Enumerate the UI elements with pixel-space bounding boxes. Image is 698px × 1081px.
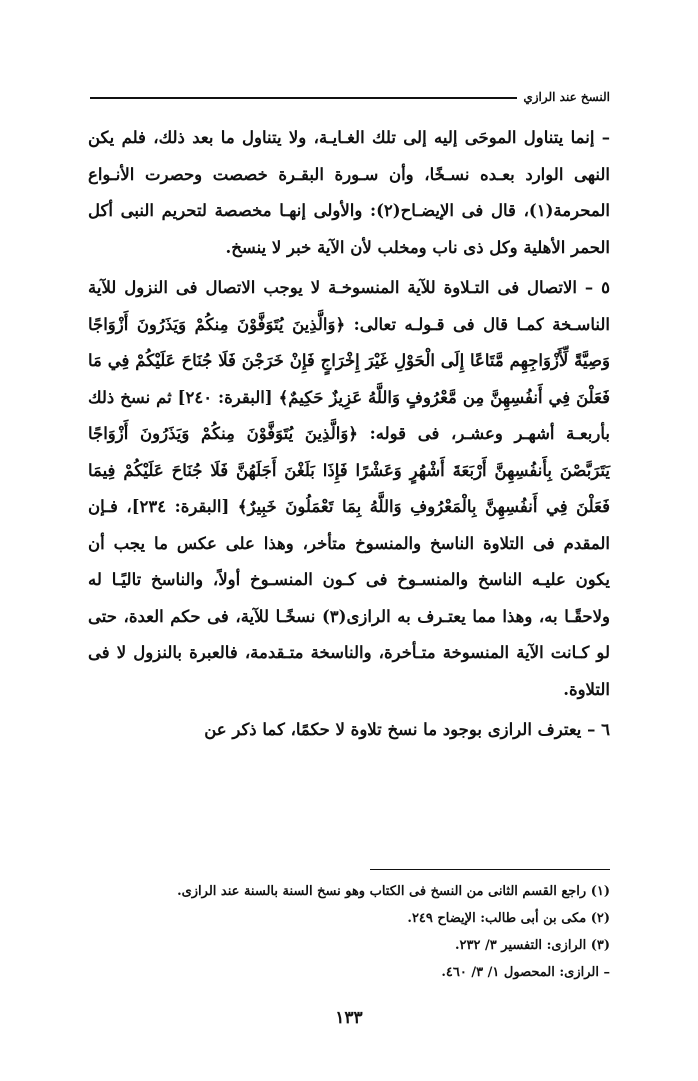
footnote: (١) راجع القسم الثانى من النسخ فى الكتاب وهو نسخ السنة بالسنة عند الرازى.: [177, 884, 610, 899]
page-number: ١٣٣: [335, 1008, 363, 1028]
footnote: – الرازى: المحصول ١/ ٣/ ٤٦٠.: [441, 965, 610, 980]
running-title: النسخ عند الرازي: [523, 90, 610, 104]
header-rule: [90, 97, 517, 99]
footnote: (٣) الرازى: التفسير ٣/ ٢٣٢.: [455, 938, 610, 953]
paragraph: – إنما يتناول الموحَى إليه إلى تلك الغـايـة، ولا يتناول ما بعد ذلك، فلم يكن النهى الوارد بعـده نسـخًا، وأن سـورة البقـرة خصصت وحصرت الأنـواع المحرمة(١)، قال فى الإيضـاح(٢): والأولى إنهـا مخصصة لتحريم النبى أكل الحمر الأهلية وكل ذى ناب ومخلب لأن الآية خبر لا ينسخ.: [88, 128, 611, 257]
footnote: (٢) مكى بن أبى طالب: الإيضاح ٢٤٩.: [407, 911, 610, 926]
footnote-separator: [370, 869, 610, 870]
body-text: [88, 120, 610, 753]
paragraph: ٦ – يعترف الرازى بوجود ما نسخ تلاوة لا حكمًا، كما ذكر عن: [204, 720, 610, 739]
paragraph: ٥ – الاتصال فى التـلاوة للآية المنسوخـة لا يوجب الاتصال فى النزول للآية الناسـخة كمـا قال فى قـولـه تعالى: ﴿وَالَّذِينَ يُتَوَفَّوْنَ مِنكُمْ وَيَذَرُونَ أَزْوَاجًا وَصِيَّةً لِّأَزْوَاجِهِم مَّتَاعًا إِلَى الْحَوْلِ غَيْرَ إِخْرَاجٍ فَإِنْ خَرَجْنَ فَلَا جُنَاحَ عَلَيْكُمْ فِي مَا فَعَلْنَ فِي أَنفُسِهِنَّ مِن مَّعْرُوفٍ وَاللَّهُ عَزِيزٌ حَكِيمٌ﴾ [البقرة: ٢٤٠] ثم نسخ ذلك بأربعـة أشهـر وعشـر، فى قوله: ﴿وَالَّذِينَ يُتَوَفَّوْنَ مِنكُمْ وَيَذَرُونَ أَزْوَاجًا يَتَرَبَّصْنَ بِأَنفُسِهِنَّ أَرْبَعَةَ أَشْهُرٍ وَعَشْرًا فَإِذَا بَلَغْنَ أَجَلَهُنَّ فَلَا جُنَاحَ عَلَيْكُمْ فِيمَا فَعَلْنَ فِي أَنفُسِهِنَّ بِالْمَعْرُوفِ وَاللَّهُ بِمَا تَعْمَلُونَ خَبِيرٌ﴾ [البقرة: ٢٣٤]، فـإن المقدم فى التلاوة الناسخ والمنسوخ متأخر، وهذا على عكس ما يجب أن يكون عليـه الناسخ والمنسـوخ فى كـون المنسـوخ أولاً، والناسخ تاليًـا له ولاحقًـا به، وهذا مما يعتـرف به الرازى(٣) نسخًـا للآية، فى حكم العدة، حتى لو كـانت الآية المنسوخة متـأخرة، والناسخة متـقدمة، فالعبرة بالنزول لا فى التلاوة.: [88, 278, 610, 699]
running-header: [90, 90, 610, 104]
footnotes: [88, 878, 610, 986]
